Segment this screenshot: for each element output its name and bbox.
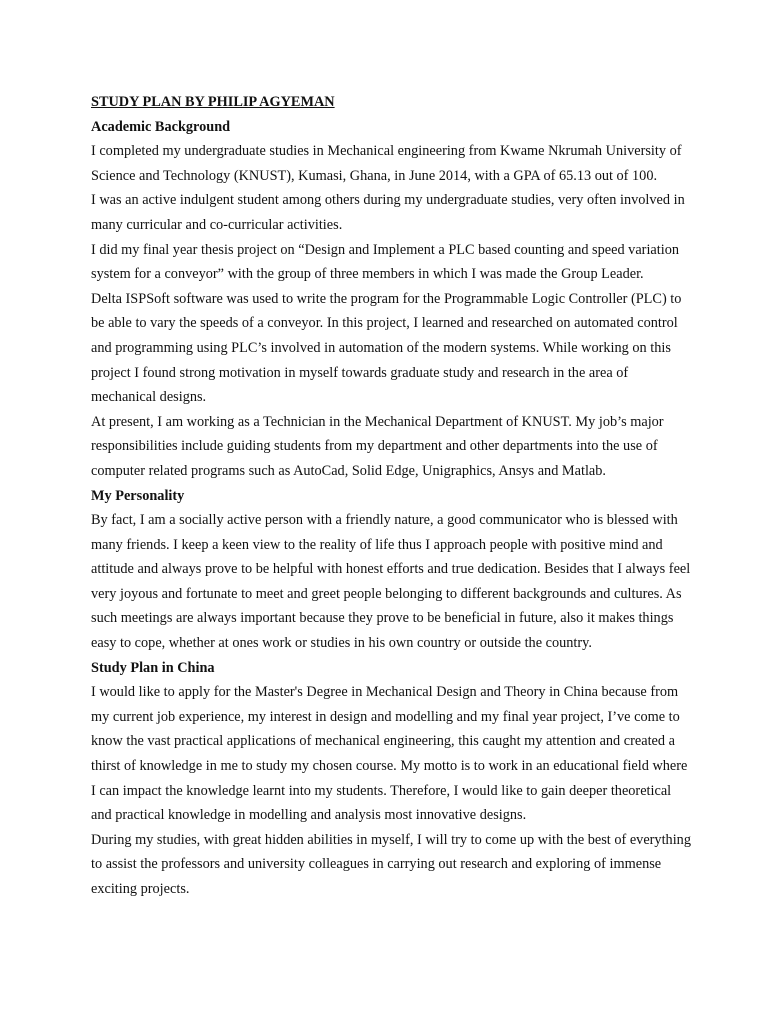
- paragraph: Delta ISPSoft software was used to write the program for the Programmable Logic Controller (PLC) to be able to vary the speeds of a conveyor. In this project, I learned and researched on automated control and programming using PLC’s involved in automation of the modern systems. While working on this project I found strong motivation in myself towards graduate study and research in the area of mechanical designs.: [91, 290, 682, 406]
- paragraph: I would like to apply for the Master's Degree in Mechanical Design and Theory in China because from my current job experience, my interest in design and modelling and my final year project, I’ve come to know the vast practical applications of mechanical engineering, this caught my attention and created a thirst of knowledge in me to study my chosen course. My motto is to work in an educational field where I can impact the knowledge learnt into my students. Therefore, I would like to gain deeper theoretical and practical knowledge in modelling and analysis most innovative designs.: [91, 684, 688, 824]
- paragraph: At present, I am working as a Technician in the Mechanical Department of KNUST. My job’s major responsibilities include guiding students from my department and other departments into the use of computer related programs such as AutoCad, Solid Edge, Unigraphics, Ansys and Matlab.: [91, 413, 664, 479]
- section-heading-academic-background: Academic Background: [91, 118, 231, 135]
- document-title: STUDY PLAN BY PHILIP AGYEMAN: [91, 94, 335, 110]
- paragraph: During my studies, with great hidden abilities in myself, I will try to come up with the best of everything to assist the professors and university colleagues in carrying out research and exploring of immense exciting projects.: [91, 831, 691, 897]
- paragraph: I completed my undergraduate studies in Mechanical engineering from Kwame Nkrumah University of Science and Technology (KNUST), Kumasi, Ghana, in June 2014, with a GPA of 65.13 out of 100.: [91, 143, 682, 184]
- paragraph: I did my final year thesis project on “Design and Implement a PLC based counting and speed variation system for a conveyor” with the group of three members in which I was made the Group Leader.: [91, 241, 680, 283]
- paragraph: By fact, I am a socially active person with a friendly nature, a good communicator who is blessed with many friends. I keep a keen view to the reality of life thus I approach people with positive mind and attitude and always prove to be helpful with honest efforts and true dedication. Besides that I always feel very joyous and fortunate to meet and greet people belonging to different backgrounds and cultures. As such meetings are always important because they prove to be beneficial in future, also it makes things easy to cope, whether at ones work or studies in his own country or outside the country.: [91, 512, 691, 652]
- section-heading-my-personality: My Personality: [91, 487, 185, 504]
- section-heading-study-plan-in-china: Study Plan in China: [91, 659, 215, 676]
- paragraph: I was an active indulgent student among others during my undergraduate studies, very often involved in many curricular and co-curricular activities.: [91, 192, 685, 233]
- document-body: [91, 90, 691, 902]
